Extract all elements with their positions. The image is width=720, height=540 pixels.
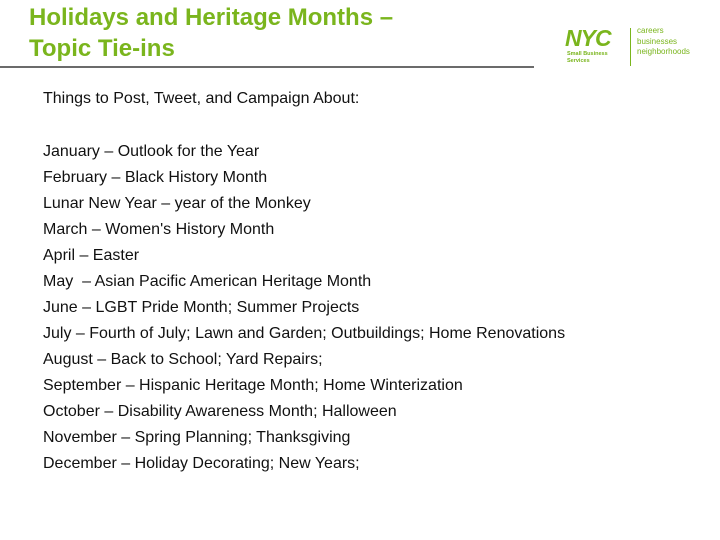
list-item (43, 269, 703, 295)
list-item (43, 399, 703, 425)
nyc-sbs-logo (565, 26, 705, 72)
item-month: May (43, 273, 74, 290)
item-text: – LGBT Pride Month; Summer Projects (77, 299, 360, 316)
logo-agency-line-1: Small Business (567, 51, 608, 57)
item-month: September (43, 377, 122, 394)
item-month: November (43, 429, 117, 446)
logo-word-careers: careers (637, 26, 664, 35)
item-text: – Women's History Month (87, 221, 275, 238)
logo-word-businesses: businesses (637, 36, 678, 46)
list-item (43, 165, 703, 191)
item-text: – Hispanic Heritage Month; Home Winterization (121, 377, 463, 394)
item-month: Lunar New Year (43, 195, 157, 212)
list-item (43, 425, 703, 451)
list-item (43, 295, 703, 321)
logo-tagline (637, 26, 690, 58)
item-month: October (43, 403, 100, 420)
item-month: July (43, 325, 72, 342)
item-text: – Back to School; Yard Repairs; (92, 351, 323, 368)
logo-agency-name (567, 51, 627, 65)
logo-nyc-text: NYC (565, 25, 611, 51)
logo-mark (565, 26, 637, 70)
title-divider (0, 66, 534, 68)
list-item (43, 321, 703, 347)
item-text: – Outlook for the Year (99, 143, 260, 160)
logo-word-neighborhoods: neighborhoods (637, 47, 690, 56)
intro-text: Things to Post, Tweet, and Campaign About: (43, 90, 360, 107)
item-text: – Holiday Decorating; New Years; (116, 455, 360, 472)
item-text: – Asian Pacific American Heritage Month (73, 273, 372, 290)
item-text: – year of the Monkey (156, 195, 311, 212)
topic-list (43, 139, 703, 477)
item-month: March (43, 221, 88, 238)
list-item (43, 243, 703, 269)
logo-agency-line-2: Services (567, 58, 590, 64)
item-text: – Spring Planning; Thanksgiving (116, 429, 351, 446)
item-text: – Fourth of July; Lawn and Garden; Outbuildings; Home Renovations (71, 325, 566, 342)
list-item (43, 191, 703, 217)
list-item (43, 451, 703, 477)
item-text: – Easter (75, 247, 140, 264)
item-month: June (43, 299, 78, 316)
slide-title (29, 2, 529, 64)
item-month: April (43, 247, 76, 264)
item-month: January (43, 143, 100, 160)
item-text: – Black History Month (107, 169, 268, 186)
list-item (43, 139, 703, 165)
item-month: August (43, 351, 93, 368)
logo-divider (630, 28, 631, 66)
item-text: – Disability Awareness Month; Halloween (99, 403, 397, 420)
list-item (43, 347, 703, 373)
list-item (43, 217, 703, 243)
item-month: December (43, 455, 117, 472)
list-item (43, 373, 703, 399)
slide-title-line-2: Topic Tie-ins (29, 35, 175, 62)
slide-title-line-1: Holidays and Heritage Months – (29, 4, 394, 31)
item-month: February (43, 169, 108, 186)
